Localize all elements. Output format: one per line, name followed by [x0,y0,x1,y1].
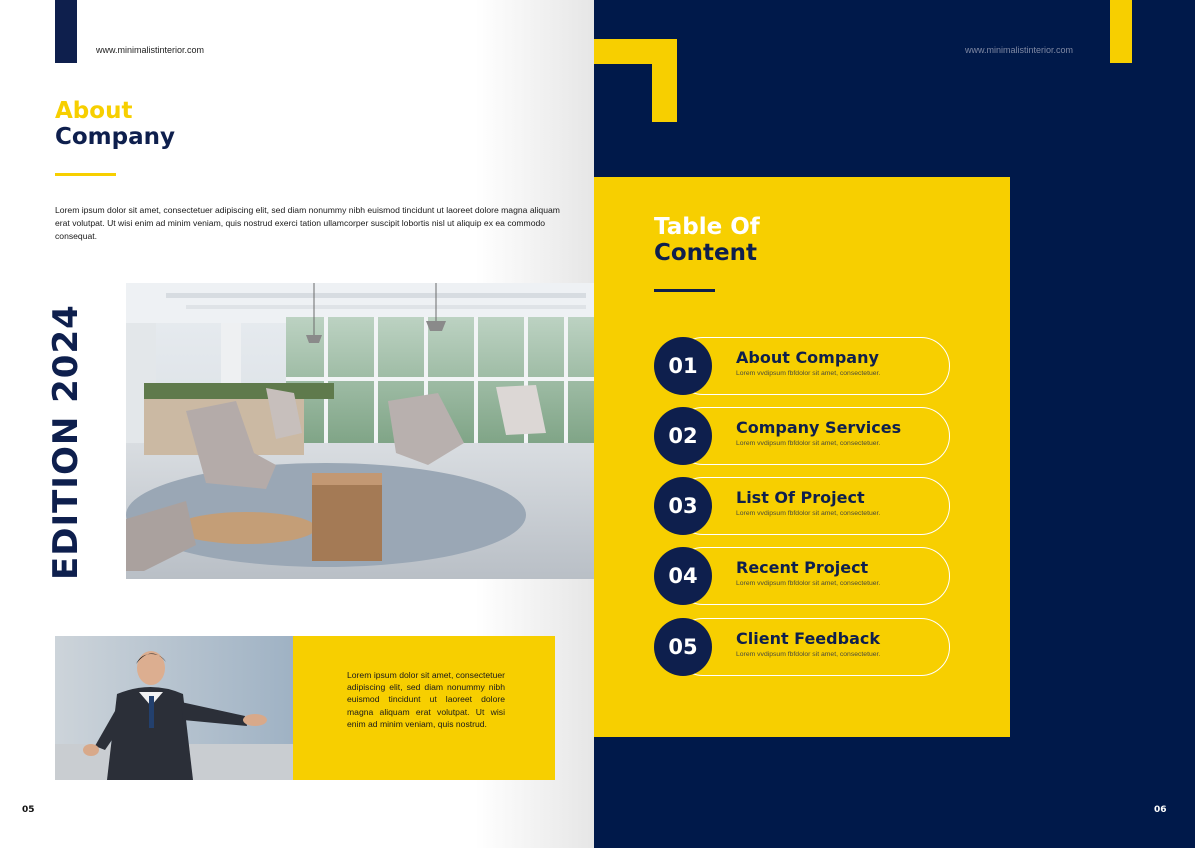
corner-bracket-graphic [594,39,677,122]
left-page [0,0,594,848]
toc-item-description: Lorem vvdipsum fbfdolor sit amet, consectetuer. [736,440,881,447]
toc-item-company-services[interactable] [654,407,950,465]
toc-heading-line-2: Content [654,240,758,266]
toc-item-description: Lorem vvdipsum fbfdolor sit amet, consectetuer. [736,580,881,587]
toc-item-label: Client Feedback [736,629,880,648]
toc-item-number: 02 [654,407,712,465]
edition-label: EDITION 2024 [46,304,86,580]
office-lounge-photo [126,283,594,579]
toc-heading-underline [654,289,715,292]
about-body-text: Lorem ipsum dolor sit amet, consectetuer adipiscing elit, sed diam nonummy nibh euismod tincidunt ut laoreet dolore magna aliquam erat volutpat. Ut wisi enim ad minim veniam, quis nostrud exerci tation ullamcorper suscipit lobortis nisl ut aliquip ex ea commodo consequat. [55,205,560,241]
toc-item-number: 01 [654,337,712,395]
yellow-tab-marker [1110,0,1132,63]
page-number: 05 [22,805,35,815]
about-company-heading [55,98,175,150]
website-url[interactable]: www.minimalistinterior.com [965,45,1074,55]
toc-item-client-feedback[interactable] [654,618,950,676]
toc-item-about-company[interactable] [654,337,950,395]
heading-underline [55,173,116,176]
toc-item-description: Lorem vvdipsum fbfdolor sit amet, consectetuer. [736,370,881,377]
toc-item-label: About Company [736,348,879,367]
heading-line-1: About [55,98,133,124]
navy-tab-marker [55,0,77,63]
table-of-content-heading [654,214,760,266]
toc-item-number: 04 [654,547,712,605]
toc-item-description: Lorem vvdipsum fbfdolor sit amet, consectetuer. [736,651,881,658]
toc-item-number: 03 [654,477,712,535]
toc-item-list-of-project[interactable] [654,477,950,535]
toc-heading-line-1: Table Of [654,214,760,240]
website-url[interactable]: www.minimalistinterior.com [96,45,205,55]
toc-item-description: Lorem vvdipsum fbfdolor sit amet, consectetuer. [736,510,881,517]
toc-item-number: 05 [654,618,712,676]
toc-item-label: Company Services [736,418,902,437]
toc-item-recent-project[interactable] [654,547,950,605]
toc-item-label: Recent Project [736,558,869,577]
heading-line-2: Company [55,124,175,150]
promo-text: Lorem ipsum dolor sit amet, consectetuer adipiscing elit, sed diam nonummy nibh euismod tincidunt ut laoreet dolore magna aliquam erat volutpat. Ut wisi enim ad minim veniam, quis nostrud. [347,670,505,729]
businessman-photo [55,636,293,780]
right-page [594,0,1195,848]
toc-item-label: List Of Project [736,488,865,507]
page-number: 06 [1154,805,1167,815]
